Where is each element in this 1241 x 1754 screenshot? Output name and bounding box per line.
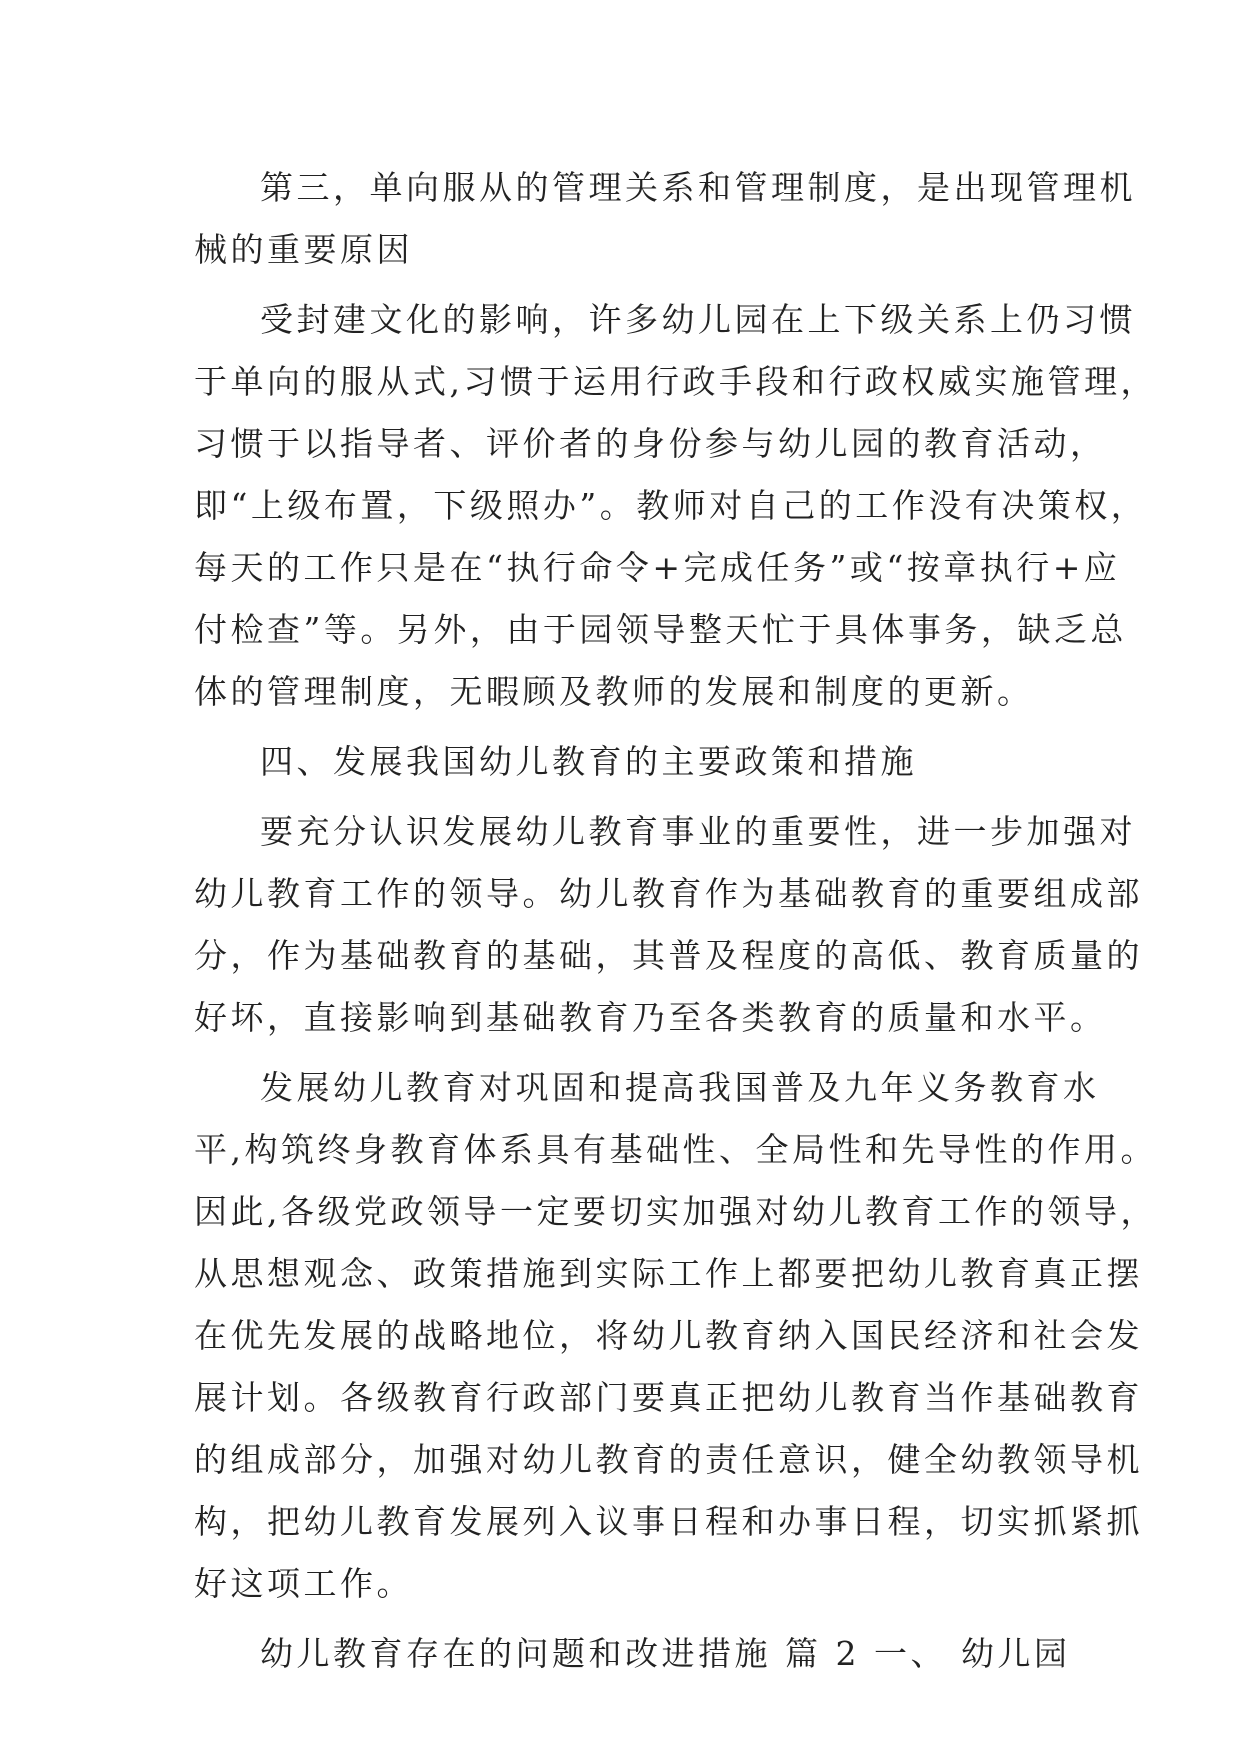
text-line: 构，把幼儿教育发展列入议事日程和办事日程，切实抓紧抓 (194, 1502, 1143, 1541)
document-body (194, 157, 1157, 1685)
text-line: 械的重要原因 (194, 230, 413, 269)
text-line: 的组成部分，加强对幼儿教育的责任意识，健全幼教领导机 (194, 1440, 1143, 1479)
text-line: 幼儿教育存在的问题和改进措施 篇 2 一、 幼儿园 (260, 1634, 1071, 1673)
text-line: 第三，单向服从的管理关系和管理制度，是出现管理机 (260, 168, 1136, 207)
paragraph (194, 801, 1143, 1049)
text-line: 于单向的服从式,习惯于运用行政手段和行政权威实施管理， (194, 362, 1157, 401)
text-line: 体的管理制度，无暇顾及教师的发展和制度的更新。 (194, 672, 1034, 711)
text-line: 从思想观念、政策措施到实际工作上都要把幼儿教育真正摆 (194, 1254, 1143, 1293)
text-line: 平,构筑终身教育体系具有基础性、全局性和先导性的作用。 (194, 1130, 1157, 1169)
text-line: 幼儿教育工作的领导。幼儿教育作为基础教育的重要组成部 (194, 874, 1143, 913)
text-line: 付检查”等。另外，由于园领导整天忙于具体事务，缺乏总 (194, 610, 1127, 649)
text-line: 因此,各级党政领导一定要切实加强对幼儿教育工作的领导， (194, 1192, 1157, 1231)
paragraph (194, 289, 1157, 723)
paragraph (194, 157, 1136, 281)
text-line: 展计划。各级教育行政部门要真正把幼儿教育当作基础教育 (194, 1378, 1143, 1417)
text-line: 四、发展我国幼儿教育的主要政策和措施 (260, 742, 917, 781)
paragraph (194, 1623, 1071, 1685)
text-line: 习惯于以指导者、评价者的身份参与幼儿园的教育活动， (194, 424, 1107, 463)
text-line: 好坏，直接影响到基础教育乃至各类教育的质量和水平。 (194, 998, 1107, 1037)
section-heading (194, 731, 1054, 793)
text-line: 即“上级布置，下级照办”。教师对自己的工作没有决策权， (194, 486, 1148, 525)
text-line: 在优先发展的战略地位，将幼儿教育纳入国民经济和社会发 (194, 1316, 1143, 1355)
text-line: 发展幼儿教育对巩固和提高我国普及九年义务教育水 (260, 1068, 1100, 1107)
paragraph (194, 1057, 1157, 1615)
text-line: 好这项工作。 (194, 1564, 413, 1603)
text-line: 每天的工作只是在“执行命令+完成任务”或“按章执行+应 (194, 548, 1121, 587)
text-line: 要充分认识发展幼儿教育事业的重要性，进一步加强对 (260, 812, 1136, 851)
text-line: 受封建文化的影响，许多幼儿园在上下级关系上仍习惯 (260, 300, 1136, 339)
text-line: 分，作为基础教育的基础，其普及程度的高低、教育质量的 (194, 936, 1143, 975)
